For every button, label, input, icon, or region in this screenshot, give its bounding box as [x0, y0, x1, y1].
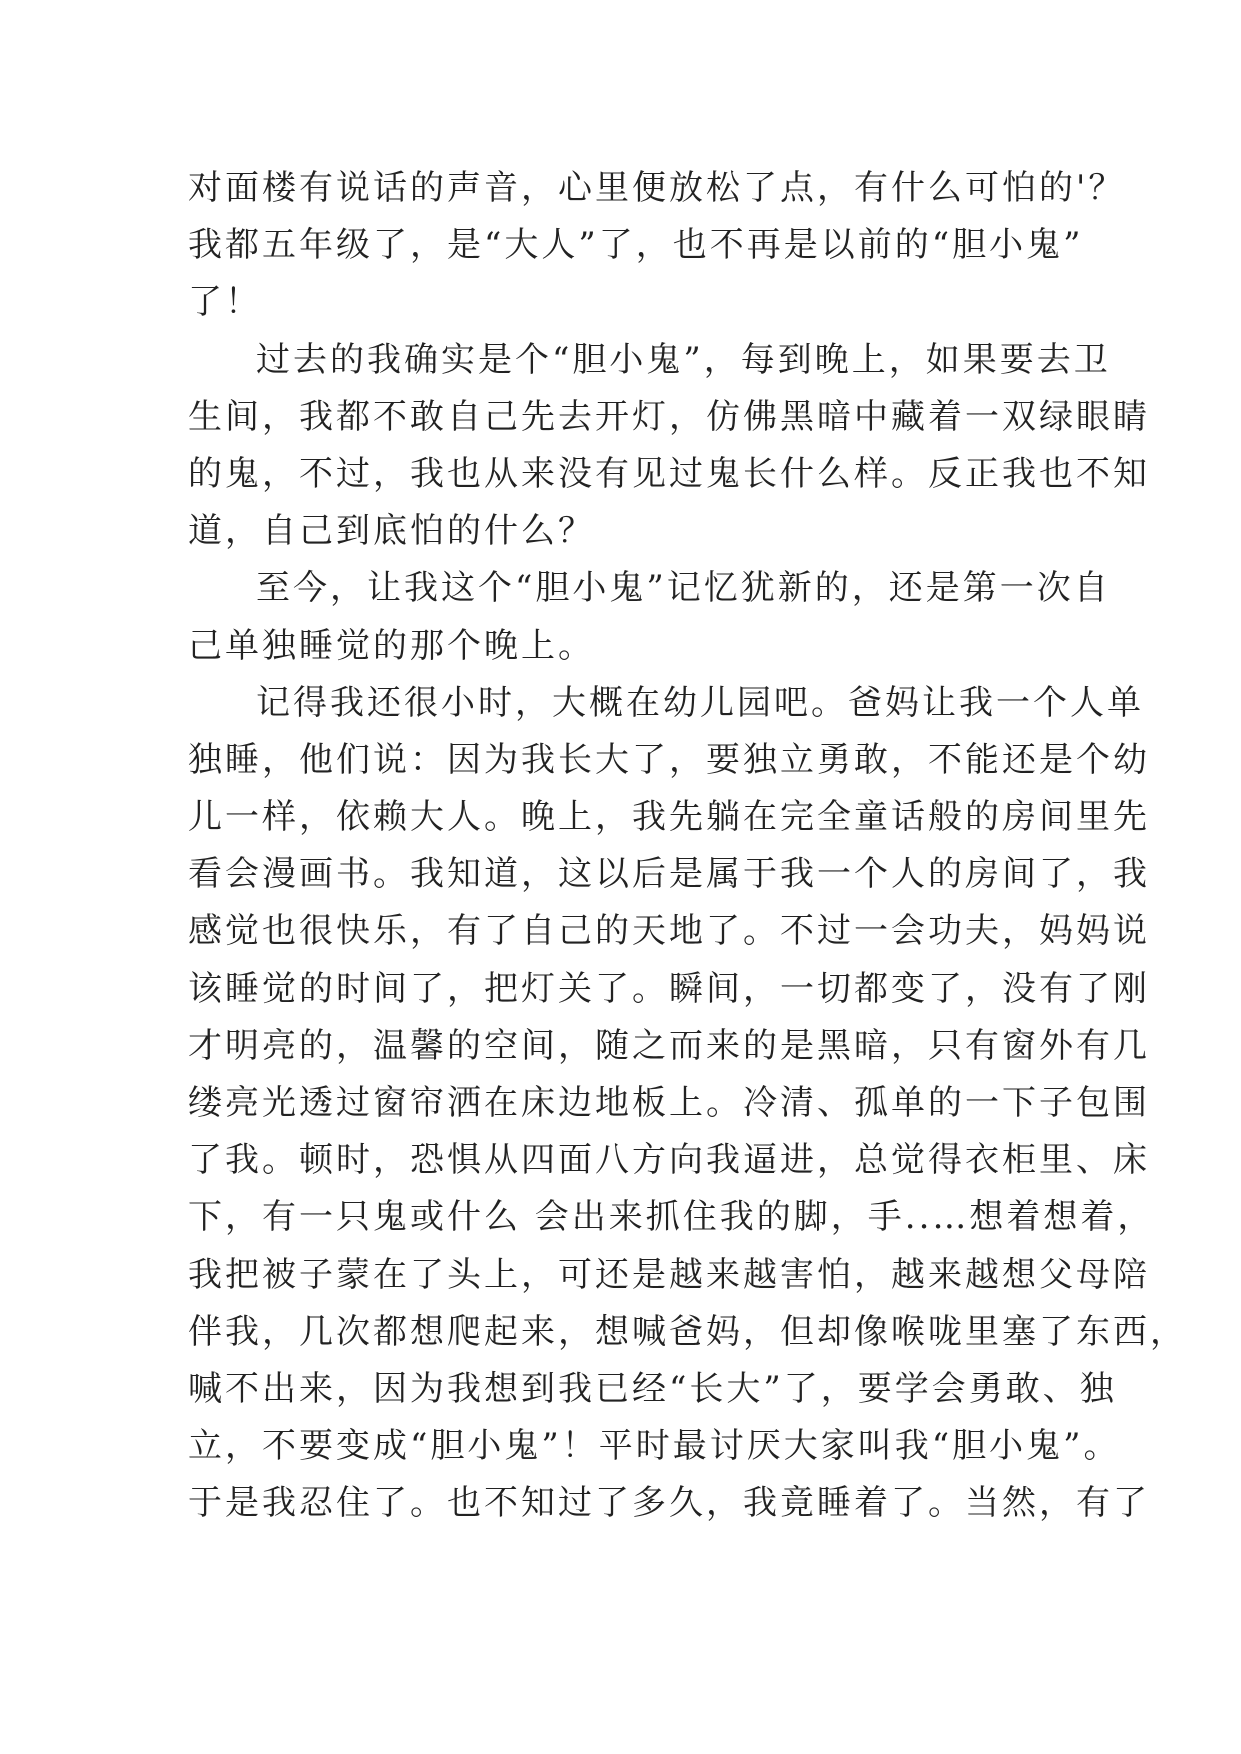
text-line: 了！ [188, 282, 262, 323]
text-line: 我都五年级了，是“大人”了，也不再是以前的“胆小鬼” [188, 225, 1084, 266]
text-line: 生间，我都不敢自己先去开灯，仿佛黑暗中藏着一双绿眼睛 [188, 396, 1150, 437]
essay-body [188, 160, 1187, 1533]
text-line: 道，自己到底怕的什么？ [188, 511, 595, 552]
text-line: 独睡，他们说：因为我长大了，要独立勇敢，不能还是个幼 [188, 739, 1150, 780]
text-line: 至今，让我这个“胆小鬼”记忆犹新的，还是第一次自 [256, 568, 1111, 609]
text-line: 喊不出来，因为我想到我已经“长大”了，要学会勇敢、独 [188, 1368, 1117, 1409]
text-line: 的鬼，不过，我也从来没有见过鬼长什么样。反正我也不知 [188, 453, 1150, 494]
text-line: 儿一样，依赖大人。晚上，我先躺在完全童话般的房间里先 [188, 797, 1150, 838]
text-line: 过去的我确实是个“胆小鬼”，每到晚上，如果要去卫 [256, 339, 1111, 380]
text-line: 己单独睡觉的那个晚上。 [188, 625, 595, 666]
text-line: 我把被子蒙在了头上，可还是越来越害怕，越来越想父母陪 [188, 1254, 1150, 1295]
text-line: 对面楼有说话的声音，心里便放松了点，有什么可怕的'？ [188, 168, 1126, 208]
text-line: 立，不要变成“胆小鬼”！平时最讨厌大家叫我“胆小鬼”。 [188, 1426, 1121, 1467]
text-line: 该睡觉的时间了，把灯关了。瞬间，一切都变了，没有了刚 [188, 968, 1150, 1009]
text-line: 感觉也很快乐，有了自己的天地了。不过一会功夫，妈妈说 [188, 911, 1150, 952]
text-line: 记得我还很小时，大概在幼儿园吧。爸妈让我一个人单 [256, 682, 1144, 723]
text-line: 于是我忍住了。也不知过了多久，我竟睡着了。当然，有了 [188, 1483, 1150, 1524]
text-line: 下，有一只鬼或什么 会出来抓住我的脚，手..…想着想着， [188, 1197, 1155, 1238]
text-line: 了我。顿时，恐惧从四面八方向我逼进，总觉得衣柜里、床 [188, 1140, 1150, 1181]
text-line: 伴我，几次都想爬起来，想喊爸妈，但却像喉咙里塞了东西， [188, 1311, 1187, 1352]
text-line: 缕亮光透过窗帘洒在床边地板上。冷清、孤单的一下子包围 [188, 1083, 1150, 1123]
text-line: 才明亮的，温馨的空间，随之而来的是黑暗，只有窗外有几 [188, 1025, 1150, 1066]
text-line: 看会漫画书。我知道，这以后是属于我一个人的房间了，我 [188, 854, 1150, 895]
